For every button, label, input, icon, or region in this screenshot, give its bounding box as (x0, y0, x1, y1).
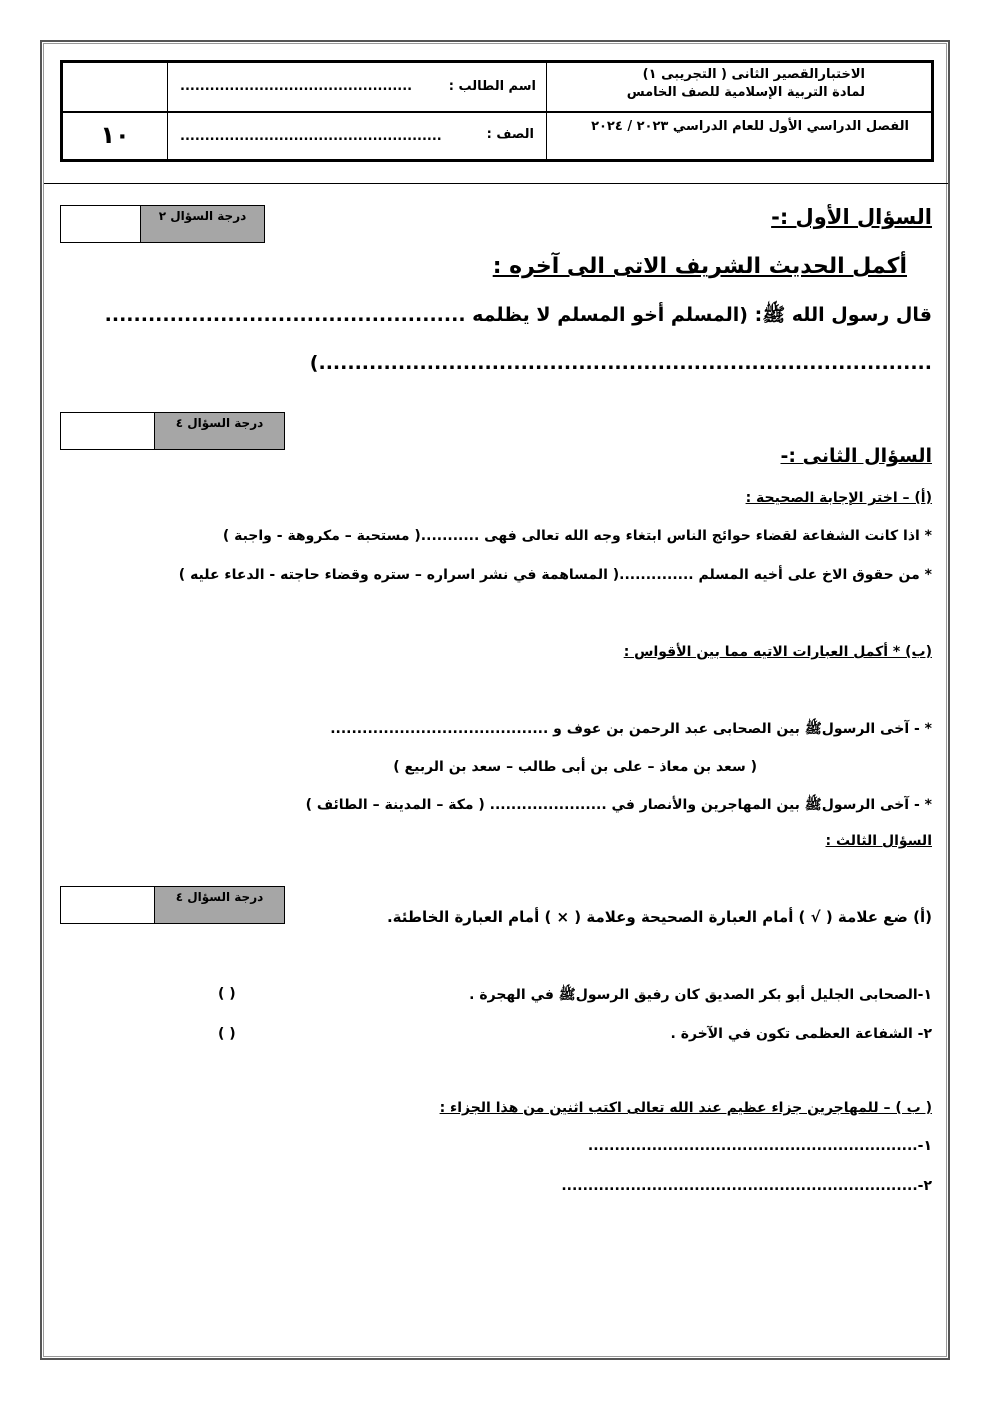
q1-grade-box (60, 205, 265, 243)
q1-grade-label: درجة السؤال ٢ (140, 206, 264, 242)
q3-answer-paren-1[interactable]: ( ) (218, 986, 236, 1002)
q3-grade-label: درجة السؤال ٤ (154, 887, 284, 923)
score-top-cell (62, 62, 168, 112)
q2-grade-box (60, 412, 285, 450)
class-dots[interactable]: ..................................................... (180, 129, 442, 144)
q3-grade-value[interactable] (61, 887, 155, 923)
exam-title-line2: لمادة التربية الإسلامية للصف الخامس (626, 85, 865, 100)
q2-title: السؤال الثانى :- (780, 445, 932, 467)
exam-title-line1: الاختبارالقصير الثانى ( التجريبى ١) (642, 67, 865, 82)
q1-instruction: أكمل الحديث الشريف الاتى الى آخره : (492, 254, 907, 279)
score-cell (62, 112, 168, 160)
total-score: ١٠ (100, 121, 130, 149)
class-cell (167, 112, 547, 160)
q1-hadith-start: قال رسول الله ﷺ: (المسلم أخو المسلم لا يظلمه .................................................. (104, 304, 932, 326)
q1-grade-value[interactable] (61, 206, 141, 242)
class-label: الصف : (486, 127, 534, 142)
q2-part-a-title: (أ) – اختر الإجابة الصحيحة : (745, 490, 932, 506)
q3-answer-paren-2[interactable]: ( ) (218, 1026, 236, 1042)
q1-hadith-end[interactable]: .....................................................................................) (309, 352, 932, 374)
q3-part-b-title: ( ب ) – للمهاجرين جزاء عظيم عند الله تعالى اكتب اثنين من هذا الجزاء : (439, 1100, 932, 1116)
q2-item1: * اذا كانت الشفاعة لقضاء حوائج الناس ابتغاء وجه الله تعالى فهى ...........( مستحبة – مكروهة - واجبة ) (222, 528, 932, 544)
term-line: الفصل الدراسي الأول للعام الدراسي ٢٠٢٣ / ٢٠٢٤ (591, 119, 909, 134)
q3-title: السؤال الثالث : (825, 833, 932, 849)
q2-grade-label: درجة السؤال ٤ (154, 413, 284, 449)
q3-statement-1: ١-الصحابى الجليل أبو بكر الصديق كان رفيق الرسولﷺ في الهجرة . (469, 987, 932, 1003)
q3-answer-line-1[interactable]: ١-.............................................................. (587, 1138, 932, 1154)
q2-item3-options: ( سعد بن معاذ – على بن أبى طالب – سعد بن الربيع ) (393, 759, 757, 775)
q2-item3: * - آخى الرسولﷺ بين الصحابى عبد الرحمن بن عوف و ......................................... (330, 721, 932, 737)
header-table (60, 60, 934, 162)
q3-part-a-title: (أ) ضع علامة ( √ ) أمام العبارة الصحيحة وعلامة ( × ) أمام العبارة الخاطئة. (386, 908, 932, 926)
q3-answer-line-2[interactable]: ٢-................................................................... (561, 1178, 932, 1194)
q1-title: السؤال الأول :- (771, 205, 932, 229)
header-separator (44, 183, 948, 184)
student-name-label: اسم الطالب : (448, 79, 536, 94)
q3-grade-box (60, 886, 285, 924)
q2-part-b-title: (ب) * أكمل العبارات الاتيه مما بين الأقواس : (623, 644, 932, 660)
q3-statement-2: ٢- الشفاعة العظمى تكون في الآخرة . (670, 1026, 932, 1042)
student-name-dots[interactable]: ............................................... (180, 79, 413, 94)
q2-grade-value[interactable] (61, 413, 155, 449)
term-cell (546, 112, 932, 160)
student-name-cell (167, 62, 547, 112)
q2-item4: * - آخى الرسولﷺ بين المهاجرين والأنصار في ...................... ( مكة – المدينة – الطائف ) (305, 797, 932, 813)
q2-item2: * من حقوق الاخ على أخيه المسلم ..............( المساهمة في نشر اسراره – ستره وقضاء حاجته - الدعاء عليه ) (178, 567, 932, 583)
exam-title-cell (546, 62, 932, 112)
